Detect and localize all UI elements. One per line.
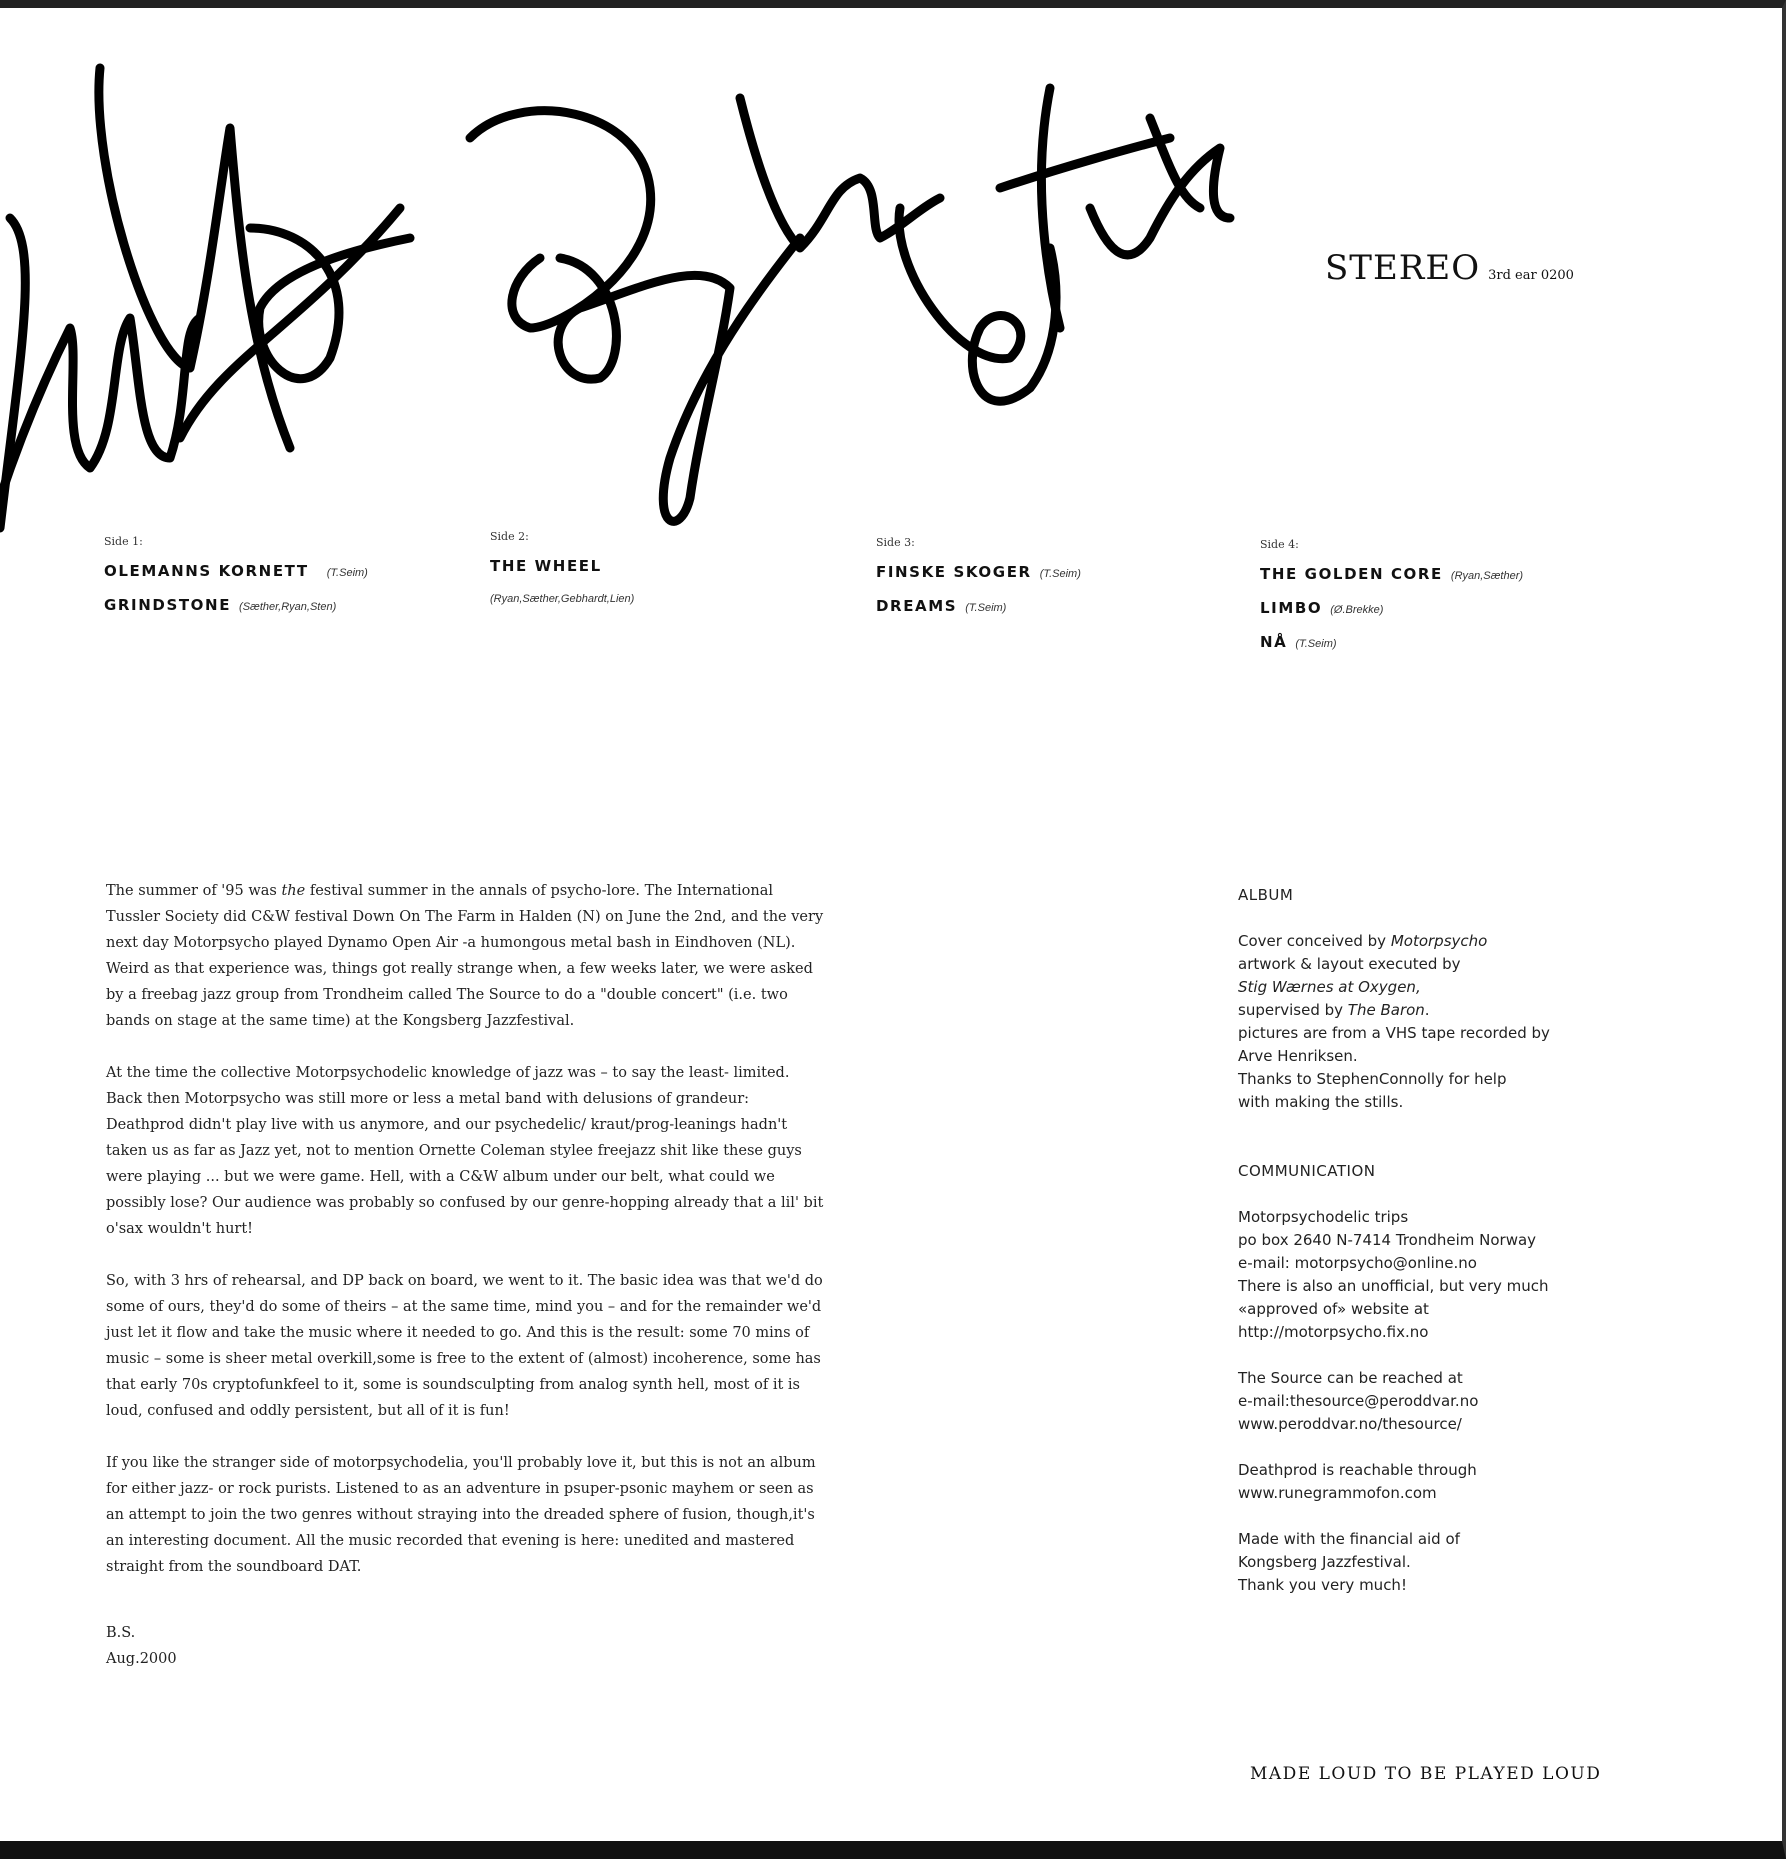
credit-line: Thank you very much! <box>1238 1576 1407 1594</box>
credit-text: . <box>1424 1001 1430 1019</box>
liner-paragraph-2: At the time the collective Motorpsychodelic knowledge of jazz was – to say the least- limited. Back then Motorpsycho was still more or less a metal band with delusions of grandeur: Deathprod didn't play live with us anymore, and our psychedelic/ kraut/prog-leanings hadn't taken us as far as Jazz yet, not to mention Ornette Coleman stylee freejazz shit like these guys were playing ... but we were game. Hell, with a C&W album under our belt, what could we possibly lose? Our audience was probably so confused by our genre-hopping already that a lil' bit o'sax wouldn't hurt! <box>106 1065 824 1237</box>
credit-line: www.peroddvar.no/thesource/ <box>1238 1415 1462 1433</box>
track-credit: (T.Seim) <box>1295 638 1337 650</box>
track-title: DREAMS <box>876 597 958 615</box>
credit-line: Deathprod is reachable through <box>1238 1461 1477 1479</box>
track-title: THE WHEEL <box>490 557 602 575</box>
credit-line <box>1238 930 1638 953</box>
communication-block <box>1238 1206 1638 1344</box>
credit-line: po box 2640 N-7414 Trondheim Norway <box>1238 1231 1537 1249</box>
track <box>490 557 634 608</box>
track-title: LIMBO <box>1260 599 1323 617</box>
track-title: FINSKE SKOGER <box>876 563 1032 581</box>
credit-line: «approved of» website at <box>1238 1300 1429 1318</box>
credit-line: Motorpsychodelic trips <box>1238 1208 1409 1226</box>
source-block <box>1238 1367 1638 1436</box>
credit-emphasis: The Baron <box>1347 1001 1425 1019</box>
side-4 <box>1260 538 1523 667</box>
stereo-text: STEREO <box>1325 248 1481 288</box>
credit-line: Made with the financial aid of <box>1238 1530 1460 1548</box>
track <box>1260 565 1523 585</box>
track <box>104 562 368 582</box>
credit-line: www.runegrammofon.com <box>1238 1484 1437 1502</box>
credit-line: Thanks to StephenConnolly for help <box>1238 1070 1507 1088</box>
liner-emphasis: the <box>281 883 306 899</box>
credit-line: with making the stills. <box>1238 1093 1404 1111</box>
credit-emphasis: Stig Wærnes at Oxygen, <box>1238 978 1421 996</box>
side-label: Side 2: <box>490 530 529 543</box>
credit-line: Kongsberg Jazzfestival. <box>1238 1553 1411 1571</box>
credit-line: There is also an unofficial, but very much <box>1238 1277 1549 1295</box>
track <box>1260 599 1523 619</box>
credit-text: Cover conceived by <box>1238 932 1391 950</box>
author-initials: B.S. <box>106 1625 136 1641</box>
track-credit: (T.Seim) <box>965 602 1007 614</box>
credit-line: artwork & layout executed by <box>1238 955 1461 973</box>
side-1 <box>104 535 368 630</box>
credit-text: supervised by <box>1238 1001 1348 1019</box>
track <box>104 596 368 616</box>
track-credit: (Sæther,Ryan,Sten) <box>239 601 337 613</box>
signatures-icon <box>0 28 1260 548</box>
side-label: Side 3: <box>876 536 915 549</box>
track-credit: (Ryan,Sæther) <box>1450 570 1524 582</box>
track-credit: (T.Seim) <box>1039 568 1081 580</box>
stereo-label <box>1325 248 1574 288</box>
album-heading: ALBUM <box>1238 886 1294 904</box>
side-3 <box>876 536 1081 631</box>
side-label: Side 1: <box>104 535 143 548</box>
liner-signoff <box>106 1620 826 1672</box>
track-credit: (Ryan,Sæther,Gebhardt,Lien) <box>490 593 635 605</box>
liner-text: The summer of '95 was <box>106 883 282 899</box>
track-title: GRINDSTONE <box>104 596 232 614</box>
side-label: Side 4: <box>1260 538 1299 551</box>
credit-line: http://motorpsycho.fix.no <box>1238 1323 1429 1341</box>
credit-emphasis: Motorpsycho <box>1390 932 1488 950</box>
liner-text: festival summer in the annals of psycho-lore. The International Tussler Society did C&W festival Down On The Farm in Halden (N) on June the 2nd, and the very next day Motorpsycho played Dynamo Open Air -a humongous metal bash in Eindhoven (NL). Weird as that experience was, things got really strange when, a few weeks later, we were asked by a freebag jazz group from Trondheim called The Source to do a "double concert" (i.e. two bands on stage at the same time) at the Kongsberg Jazzfestival. <box>106 883 824 1029</box>
track-title: OLEMANNS KORNETT <box>104 562 309 580</box>
catalog-number: 3rd ear 0200 <box>1488 268 1574 283</box>
liner-paragraph-4: If you like the stranger side of motorpsychodelia, you'll probably love it, but this is not an album for either jazz- or rock purists. Listened to as an adventure in psuper-psonic mayhem or seen as an attempt to join the two genres without straying into the dreaded sphere of fusion, though,it's an interesting document. All the music recorded that evening is here: unedited and mastered straight from the soundboard DAT. <box>106 1455 816 1575</box>
track <box>876 597 1081 617</box>
track-credit: (Ø.Brekke) <box>1330 604 1384 616</box>
communication-heading: COMMUNICATION <box>1238 1162 1376 1180</box>
album-credits <box>1238 930 1638 1114</box>
credit-line: The Source can be reached at <box>1238 1369 1463 1387</box>
credit-line <box>1238 999 1638 1022</box>
track-title: NÅ <box>1260 633 1288 651</box>
credit-line <box>1238 976 1638 999</box>
side-2 <box>490 530 634 622</box>
liner-notes <box>106 878 826 1672</box>
liner-paragraph-1 <box>106 878 826 1034</box>
track <box>1260 633 1523 653</box>
credit-line: Arve Henriksen. <box>1238 1047 1358 1065</box>
credits-column <box>1238 884 1638 1620</box>
credit-line: e-mail:thesource@peroddvar.no <box>1238 1392 1479 1410</box>
liner-paragraph-3: So, with 3 hrs of rehearsal, and DP back on board, we went to it. The basic idea was that we'd do some of ours, they'd do some of theirs – at the same time, mind you – and for the remainder we'd just let it flow and take the music where it needed to go. And this is the result: some 70 mins of music – some is sheer metal overkill,some is free to the extent of (almost) incoherence, some has that early 70s cryptofunkfeel to it, some is soundsculpting from analog synth hell, most of it is loud, confused and oddly persistent, but all of it is fun! <box>106 1273 823 1419</box>
liner-date: Aug.2000 <box>106 1651 177 1667</box>
deathprod-block <box>1238 1459 1638 1505</box>
credit-line: e-mail: motorpsycho@online.no <box>1238 1254 1477 1272</box>
track-title: THE GOLDEN CORE <box>1260 565 1443 583</box>
motto: MADE LOUD TO BE PLAYED LOUD <box>1250 1764 1602 1784</box>
track <box>876 563 1081 583</box>
track-credit: (T.Seim) <box>326 567 368 579</box>
credit-line: pictures are from a VHS tape recorded by <box>1238 1024 1550 1042</box>
financial-aid-block <box>1238 1528 1638 1597</box>
